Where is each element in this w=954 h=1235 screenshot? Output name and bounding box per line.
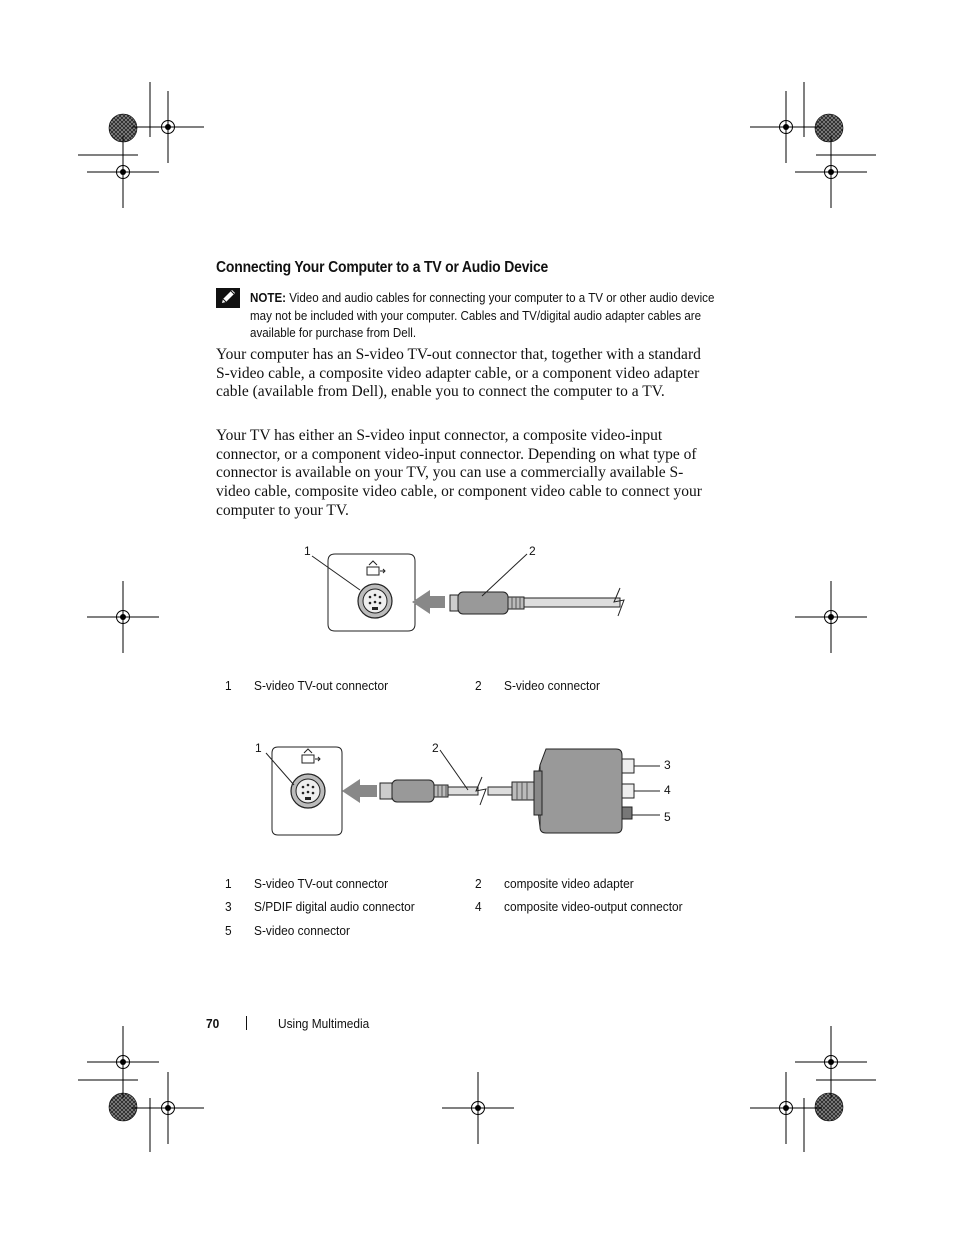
- note-block: [250, 289, 721, 342]
- starburst-mark: [815, 1093, 843, 1121]
- figure-svideo-cable: [290, 540, 650, 650]
- callout-number: 3: [664, 758, 671, 772]
- callout-number: 4: [664, 783, 671, 797]
- legend-text: composite video-output connector: [504, 899, 683, 914]
- page-number: 70: [206, 1016, 220, 1031]
- legend-number: 2: [475, 678, 482, 693]
- figure-composite-adapter: [250, 735, 670, 845]
- legend-text: S-video connector: [504, 678, 600, 693]
- legend-number: 1: [225, 678, 232, 693]
- note-label: NOTE:: [250, 290, 287, 305]
- legend-text: composite video adapter: [504, 876, 634, 891]
- legend-text: S-video connector: [254, 923, 350, 938]
- body-paragraph: Your computer has an S-video TV-out connector that, together with a standard S-video cable, a composite video adapter cable, or a component video adapter cable (available from Dell), enable you to connect the computer to a TV.: [216, 346, 701, 401]
- callout-number: 5: [664, 810, 671, 824]
- callout-number: 2: [432, 741, 439, 755]
- legend-number: 1: [225, 876, 232, 891]
- callout-number: 1: [304, 544, 311, 558]
- callout-number: 1: [255, 741, 262, 755]
- footer-divider: [246, 1016, 247, 1030]
- legend-number: 3: [225, 899, 232, 914]
- callout-number: 2: [529, 544, 536, 558]
- footer-section-title: Using Multimedia: [278, 1016, 370, 1031]
- body-paragraph: Your TV has either an S-video input connector, a composite video-input connector, or a component video-input connector. Depending on what type of connector is available on your TV, you can use a commercially available S-video cable, composite video cable, or component video cable to connect your computer to your TV.: [216, 427, 702, 519]
- legend-text: S/PDIF digital audio connector: [254, 899, 415, 914]
- note-text: Video and audio cables for connecting your computer to a TV or other audio device may not be included with your computer. Cables and TV/digital audio adapter cables are available for purchase from Dell.: [250, 290, 715, 341]
- legend-number: 5: [225, 923, 232, 938]
- legend-text: S-video TV-out connector: [254, 876, 389, 891]
- legend-number: 4: [475, 899, 482, 914]
- note-pencil-icon: [216, 288, 240, 308]
- legend-text: S-video TV-out connector: [254, 678, 389, 693]
- section-heading: Connecting Your Computer to a TV or Audio Device: [216, 259, 549, 276]
- legend-number: 2: [475, 876, 482, 891]
- starburst-mark: [815, 114, 843, 142]
